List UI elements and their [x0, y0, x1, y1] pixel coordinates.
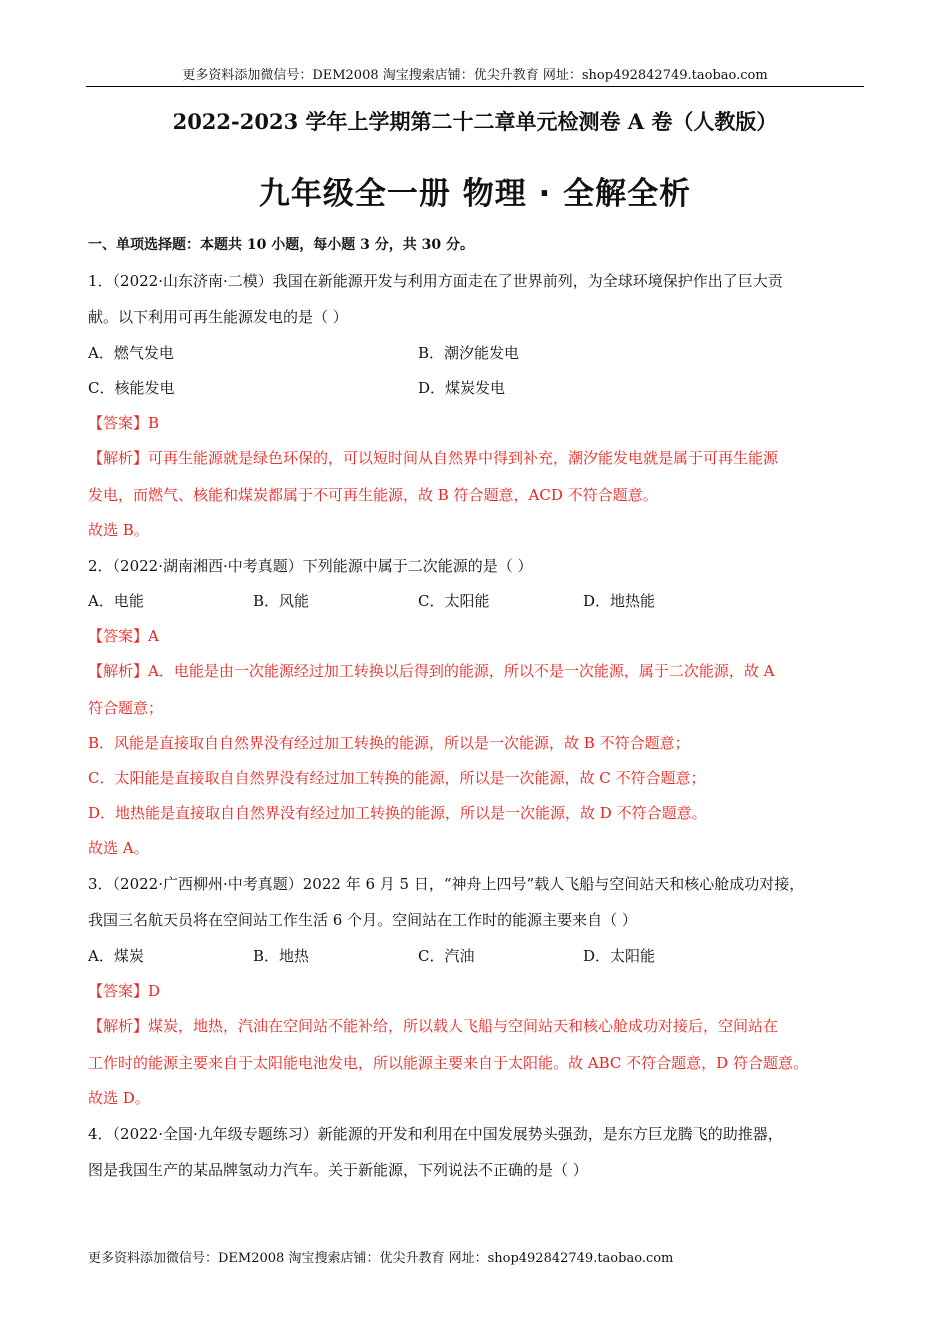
q2-option-d: D．地热能	[583, 592, 656, 610]
q2-explanation-line3: B．风能是直接取自自然界没有经过加工转换的能源，所以是一次能源，故 B 不符合题意；	[88, 734, 690, 752]
page-footer: 更多资料添加微信号：DEM2008 淘宝搜索店铺：优尖升教育 网址：shop492842749.taobao.com	[88, 1251, 674, 1266]
q1-option-d: D．煤炭发电	[418, 379, 506, 397]
exam-title: 2022-2023 学年上学期第二十二章单元检测卷 A 卷（人教版）	[172, 109, 778, 134]
q2-explanation-line4: C．太阳能是直接取自自然界没有经过加工转换的能源，所以是一次能源，故 C 不符合题意；	[88, 769, 706, 787]
q3-stem-line2: 我国三名航天员将在空间站工作生活 6 个月。空间站在工作时的能源主要来自（ ）	[88, 911, 637, 929]
q3-explanation-line3: 故选 D。	[88, 1089, 150, 1107]
q4-stem-line1: 4．（2022·全国·九年级专题练习）新能源的开发和利用在中国发展势头强劲，是东方巨龙腾飞的助推器，	[88, 1125, 783, 1143]
q1-explanation-line1: 【解析】可再生能源就是绿色环保的，可以短时间从自然界中得到补充，潮汐能发电就是属于可再生能源	[88, 449, 779, 467]
q2-option-b: B．风能	[253, 592, 310, 610]
q2-explanation-line6: 故选 A。	[88, 839, 149, 857]
q1-option-c: C．核能发电	[88, 379, 175, 397]
q2-explanation-line1: 【解析】A．电能是由一次能源经过加工转换以后得到的能源，所以不是一次能源，属于二次能源，故 A	[88, 662, 775, 680]
q3-option-a: A．煤炭	[88, 947, 144, 965]
q2-option-c: C．太阳能	[418, 592, 490, 610]
q1-option-a: A．燃气发电	[88, 344, 174, 362]
section-heading: 一、单项选择题：本题共 10 小题，每小题 3 分，共 30 分。	[88, 237, 474, 253]
q3-answer: 【答案】D	[88, 982, 161, 1000]
q2-option-a: A．电能	[88, 592, 144, 610]
q1-explanation-line3: 故选 B。	[88, 521, 149, 539]
q1-stem-line1: 1．（2022·山东济南·二模）我国在新能源开发与利用方面走在了世界前列，为全球环境保护作出了巨大贡	[88, 272, 783, 290]
q1-option-b: B．潮汐能发电	[418, 344, 520, 362]
q3-explanation-line1: 【解析】煤炭，地热，汽油在空间站不能补给，所以载人飞船与空间站天和核心舱成功对接后，空间站在	[88, 1017, 779, 1035]
q3-option-c: C．汽油	[418, 947, 475, 965]
q4-stem-line2: 图是我国生产的某品牌氢动力汽车。关于新能源，下列说法不正确的是（ ）	[88, 1161, 588, 1179]
q3-stem-line1: 3．（2022·广西柳州·中考真题）2022 年 6 月 5 日，“神舟上四号”载人飞船与空间站天和核心舱成功对接，	[88, 875, 805, 893]
q1-answer: 【答案】B	[88, 414, 160, 432]
q2-explanation-line5: D．地热能是直接取自自然界没有经过加工转换的能源，所以是一次能源，故 D 不符合题意。	[88, 804, 707, 822]
q3-option-d: D．太阳能	[583, 947, 656, 965]
q1-stem-line2: 献。以下利用可再生能源发电的是（ ）	[88, 308, 348, 326]
q2-explanation-line2: 符合题意；	[88, 699, 164, 717]
header-rule	[86, 86, 864, 87]
q1-explanation-line2: 发电，而燃气、核能和煤炭都属于不可再生能源，故 B 符合题意，ACD 不符合题意。	[88, 486, 658, 504]
page-header: 更多资料添加微信号：DEM2008 淘宝搜索店铺：优尖升教育 网址：shop492842749.taobao.com	[182, 68, 768, 83]
q3-explanation-line2: 工作时的能源主要来自于太阳能电池发电，所以能源主要来自于太阳能。故 ABC 不符合题意，D 符合题意。	[88, 1054, 808, 1072]
q2-answer: 【答案】A	[88, 627, 159, 645]
q3-option-b: B．地热	[253, 947, 310, 965]
q2-stem: 2．（2022·湖南湘西·中考真题）下列能源中属于二次能源的是（ ）	[88, 557, 533, 575]
exam-subtitle: 九年级全一册 物理 · 全解全析	[258, 176, 692, 212]
